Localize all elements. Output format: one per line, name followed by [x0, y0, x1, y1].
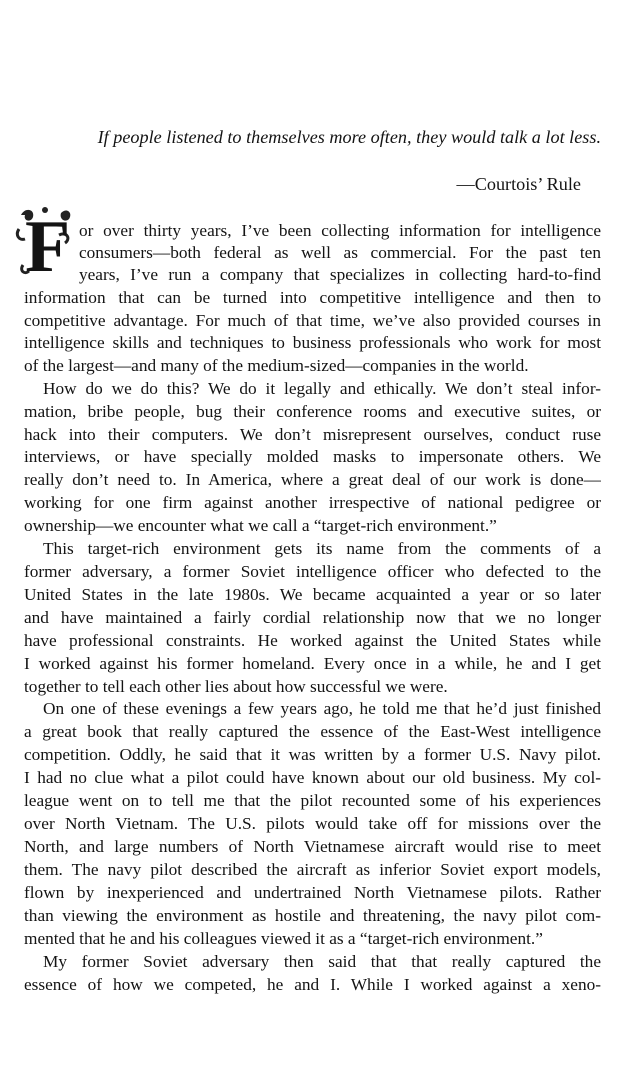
body-text-line: or over thirty years, I’ve been collecting information for intelligence: [79, 221, 601, 240]
body-text-line: really don’t need to. In America, where a great deal of our work is done—: [24, 470, 601, 489]
body-text-line: of the largest—and many of the medium-sized—companies in the world.: [24, 356, 529, 375]
body-text-line: intelligence skills and techniques to business professionals who work for most: [24, 333, 601, 352]
body-text-line: flown by inexperienced and undertrained North Vietnamese pilots. Rather: [24, 883, 601, 902]
body-text-line: mented that he and his colleagues viewed it as a “target-rich environment.”: [24, 929, 543, 948]
body-text-line: competition. Oddly, he said that it was written by a former U.S. Navy pilot.: [24, 745, 601, 764]
body-text-line: years, I’ve run a company that specializes in collecting hard-to-find: [79, 265, 601, 284]
body-text-line: mation, bribe people, bug their conference rooms and executive suites, or: [24, 402, 601, 421]
body-text-line: league went on to tell me that the pilot recounted some of his experiences: [24, 791, 601, 810]
body-text-line: North, and large numbers of North Vietnamese aircraft would rise to meet: [24, 837, 601, 856]
body-text-line: former adversary, a former Soviet intelligence officer who defected to the: [24, 562, 601, 581]
drop-cap: [15, 205, 75, 277]
body-text-line: than viewing the environment as hostile and threatening, the navy pilot com-: [24, 906, 601, 925]
body-text-line: have professional constraints. He worked against the United States while: [24, 631, 601, 650]
body-text-line: a great book that really captured the essence of the East-West intelligence: [24, 722, 601, 741]
body-text-line: information that can be turned into competitive intelligence and then to: [24, 288, 601, 307]
body-text-line: over North Vietnam. The U.S. pilots would take off for missions over the: [24, 814, 601, 833]
body-text-line: My former Soviet adversary then said that that really captured the: [43, 952, 601, 971]
ornamental-drop-cap-icon: [15, 205, 75, 277]
body-text-line: How do we do this? We do it legally and ethically. We don’t steal infor-: [43, 379, 601, 398]
epigraph-attribution: —Courtois’ Rule: [456, 174, 581, 194]
epigraph-quote: If people listened to themselves more often, they would talk a lot less.: [97, 127, 601, 147]
body-text-line: essence of how we competed, he and I. While I worked against a xeno-: [24, 975, 601, 994]
body-text-line: ownership—we encounter what we call a “target-rich environment.”: [24, 516, 497, 535]
body-text-line: them. The navy pilot described the aircraft as inferior Soviet export models,: [24, 860, 601, 879]
drop-cap-letter: F: [25, 206, 71, 277]
body-text-line: working for one firm against another irrespective of national pedigree or: [24, 493, 601, 512]
body-text-line: and have maintained a fairly cordial relationship now that we no longer: [24, 608, 601, 627]
body-text-line: consumers—both federal as well as commercial. For the past ten: [79, 243, 601, 262]
body-text-line: I worked against his former homeland. Every once in a while, he and I get: [24, 654, 601, 673]
body-text-line: On one of these evenings a few years ago, he told me that he’d just finished: [43, 699, 601, 718]
body-text-line: United States in the late 1980s. We became acquainted a year or so later: [24, 585, 601, 604]
body-text-line: This target-rich environment gets its name from the comments of a: [43, 539, 601, 558]
body-text-line: I had no clue what a pilot could have known about our old business. My col-: [24, 768, 601, 787]
body-text-line: interviews, or have specially molded masks to impersonate others. We: [24, 447, 601, 466]
body-text-line: hack into their computers. We don’t misrepresent ourselves, conduct ruse: [24, 425, 601, 444]
body-text-line: competitive advantage. For much of that time, we’ve also provided courses in: [24, 311, 601, 330]
body-text-line: together to tell each other lies about how successful we were.: [24, 677, 448, 696]
